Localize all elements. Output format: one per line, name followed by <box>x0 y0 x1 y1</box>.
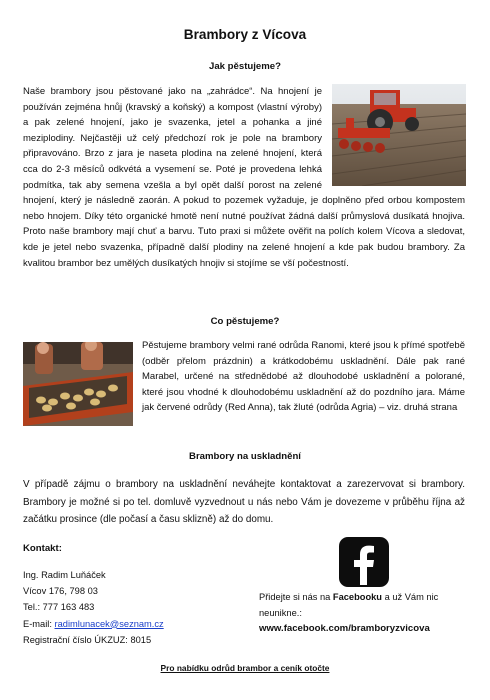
facebook-text-before: Přidejte si nás na <box>259 592 333 602</box>
contact-email-row <box>23 616 164 632</box>
photo-spacer <box>331 84 465 186</box>
footer-note: Pro nabídku odrůd brambor a ceník otočte <box>160 663 330 673</box>
email-link[interactable]: radimlunacek@seznam.cz <box>54 618 164 629</box>
heading-storage: Brambory na uskladnění <box>189 451 301 462</box>
facebook-invite-text <box>259 590 474 621</box>
how-we-grow-text <box>23 84 465 271</box>
facebook-text-after: a už Vám nic neunikne.: <box>259 592 439 618</box>
contact-phone: Tel.: 777 163 483 <box>23 602 95 613</box>
potato-sorting-photo <box>23 342 133 426</box>
contact-address: Vícov 176, 798 03 <box>23 586 98 597</box>
contact-heading: Kontakt: <box>23 543 62 554</box>
contact-registration: Registrační číslo ÚKZUZ: 8015 <box>23 634 152 645</box>
how-we-grow-paragraph: Naše brambory jsou pěstované jako na „zahrádce“. Na hnojení je používán zejména hnůj (kravský a koňský) a kompost (vlastní výroby) a pak zelené hnojení, jako je svazenka, jetel a pohanka a jiné meziplodiny. Nejčastěji už celý předchozí rok je pole na brambory připravováno. Brzo z jara je naseta plodina na zelené hnojení, která cca do 2-3 měsíců odkvétá a vysemení se. Poté je provedena lehká podmítka, tak aby semena vzešla a byl opět další porost na zelené hnojení, který je následně zaorán. A pokud to pozemek vyžaduje, je doplněno před orbou kompostem nebo hnojem. Díky této organické hmotě není nutné používat žádná další průmyslová dusíkatá hnojiva. Proto naše brambory mají chuť a barvu. Tuto praxi si můžete ověřit na polích kolem Vícova a sledovat, kde je jetel nebo svazenka, případně další plodiny na zelené hnojení a kde pak budou brambory. Za kvalitou brambor bez umělých dusíkatých hnojiv si stojíme se vší počestností. <box>23 86 465 269</box>
email-label: E-mail: <box>23 618 55 629</box>
contact-name: Ing. Radim Luňáček <box>23 570 106 580</box>
facebook-icon[interactable] <box>339 537 389 587</box>
heading-what-we-grow: Co pěstujeme? <box>210 316 280 327</box>
facebook-text-bold: Facebooku <box>332 592 382 602</box>
page-title: Brambory z Vícova <box>183 27 307 42</box>
contact-block <box>23 567 164 648</box>
heading-how-we-grow: Jak pěstujeme? <box>209 61 281 72</box>
what-we-grow-paragraph: Pěstujeme brambory velmi rané odrůda Ranomi, které jsou k přímé spotřebě (odběr přelom prázdnin) a krátkodobému uskladnění. Dále pak rané Marabel, určené na střednědobé až dlouhodobé uskladnění a polorané, které jsou vhodné k dlouhodobému uskladnění až do pozdního jara. Máme jak červené odrůdy (Red Anna), tak žluté (odrůda Agria) – viz. druhá strana <box>142 340 465 414</box>
storage-paragraph: V případě zájmu o brambory na uskladnění neváhejte kontaktovat a zarezervovat si brambory. Brambory je možné si po tel. domluvě vyzvednout u nás nebo Vám je dovezeme v průběhu října až začátku prosince (dle počasí a času sklizně) až do domu. <box>23 479 465 525</box>
facebook-url[interactable]: www.facebook.com/bramboryzvicova <box>259 623 430 634</box>
